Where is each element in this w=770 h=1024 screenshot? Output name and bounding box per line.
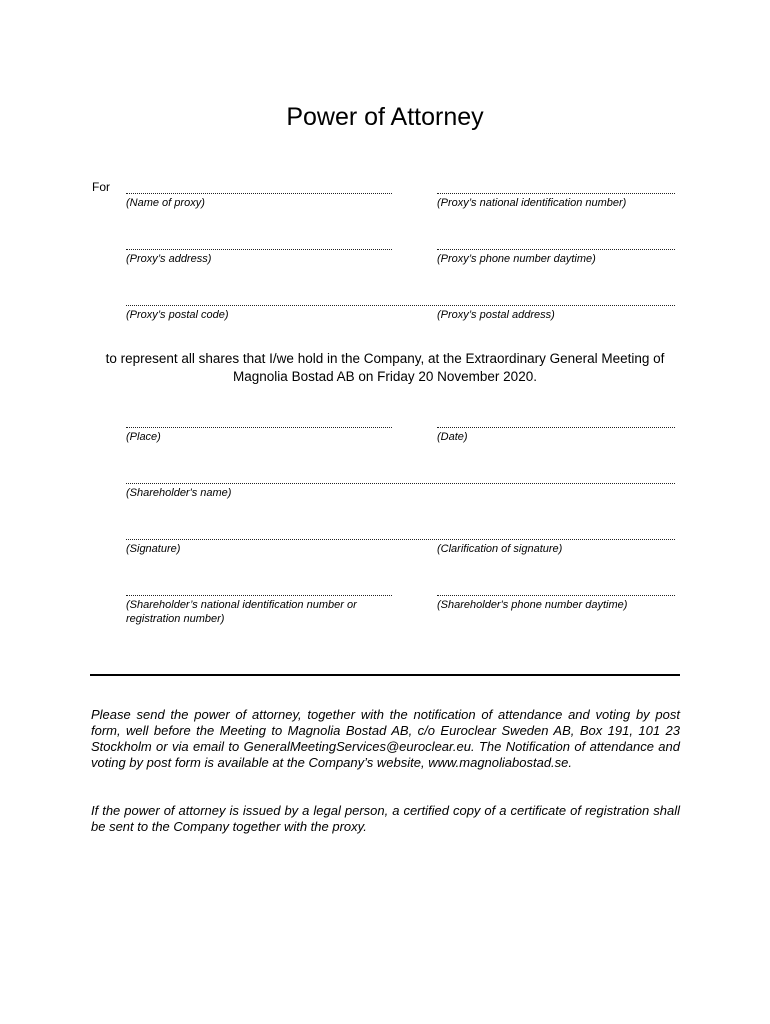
date-label: (Date): [437, 431, 468, 443]
for-label: For: [92, 180, 110, 194]
proxy-address-line[interactable]: [126, 236, 392, 250]
name-of-proxy-line[interactable]: [126, 180, 392, 194]
proxy-address-label: (Proxy’s address): [126, 253, 212, 265]
proxy-postal-line[interactable]: [126, 292, 675, 306]
instructions-note: Please send the power of attorney, together with the notification of attendance and voting by post form, well before the Meeting to Magnolia Bostad AB, c/o Euroclear Sweden AB, Box 191, 101 23 Stockholm or via email to GeneralMeetingServices@euroclear.eu. The Notification of attendance and voting by post form is available at the Company’s website, www.magnoliabostad.se.: [91, 707, 680, 770]
proxy-postal-address-label: (Proxy’s postal address): [437, 309, 555, 321]
divider: [90, 674, 680, 676]
date-line[interactable]: [437, 414, 675, 428]
name-of-proxy-label: (Name of proxy): [126, 197, 205, 209]
shareholder-national-id-line[interactable]: [126, 582, 392, 596]
proxy-national-id-label: (Proxy’s national identification number): [437, 197, 627, 209]
clarification-label: (Clarification of signature): [437, 543, 563, 555]
proxy-phone-line[interactable]: [437, 236, 675, 250]
proxy-national-id-line[interactable]: [437, 180, 675, 194]
shareholder-national-id-label: (Shareholder’s national identification number or registration number): [126, 599, 357, 625]
signature-line[interactable]: [126, 526, 675, 540]
representation-text: to represent all shares that I/we hold in the Company, at the Extraordinary General Meeting of Magnolia Bostad AB on Friday 20 November 2020.: [105, 351, 665, 384]
place-label: (Place): [126, 431, 161, 443]
shareholder-name-line[interactable]: [126, 470, 675, 484]
shareholder-name-label: (Shareholder's name): [126, 487, 232, 499]
proxy-phone-label: (Proxy’s phone number daytime): [437, 253, 596, 265]
place-line[interactable]: [126, 414, 392, 428]
shareholder-phone-line[interactable]: [437, 582, 675, 596]
signature-label: (Signature): [126, 543, 181, 555]
proxy-postal-code-label: (Proxy’s postal code): [126, 309, 229, 321]
shareholder-phone-label: (Shareholder's phone number daytime): [437, 599, 628, 611]
legal-person-note: If the power of attorney is issued by a legal person, a certified copy of a certificate of registration shall be sent to the Company together with the proxy.: [91, 803, 680, 834]
document-title: Power of Attorney: [286, 103, 484, 131]
